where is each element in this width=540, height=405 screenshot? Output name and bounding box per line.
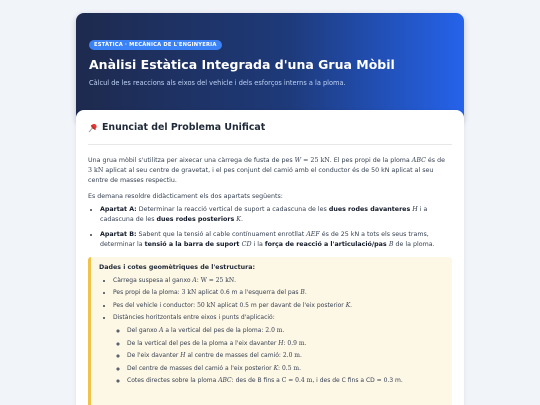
statement-text: és de	[425, 157, 445, 164]
item-text: :	[278, 364, 282, 372]
item-text: .	[299, 352, 302, 360]
page-subtitle: Càlcul de les reaccions als eixos del vehicle i dels esforços interns a la ploma.	[89, 79, 346, 87]
item-text: Pes del vehicle i conductor:	[113, 301, 198, 309]
math-K: K	[236, 216, 241, 224]
math-symbol: A	[192, 276, 197, 284]
category-badge: ESTÀTICA · MECÀNICA DE L'ENGINYERIA	[89, 40, 222, 50]
math-value: W = 25 kN	[200, 276, 235, 284]
page-title: Anàlisi Estàtica Integrada d'una Grua Mòbil	[89, 57, 395, 72]
item-text: Del centre de masses del camió a l'eix posterior	[127, 364, 274, 372]
item-text: .	[282, 327, 285, 334]
math-H: H	[412, 205, 418, 213]
item-text: .	[234, 276, 237, 284]
item-text: aplicat 0.6 m a l'esquerra del pas	[196, 289, 301, 297]
math-symbol: H	[278, 339, 284, 347]
math-symbol: H	[180, 352, 186, 360]
list-item	[113, 301, 444, 311]
instructions-text: Es demana resoldre didàcticament els dos apartats següents:	[88, 192, 283, 200]
math-symbol: B	[300, 289, 305, 297]
item-text: : des de B fins a	[231, 377, 282, 385]
sub-list	[113, 326, 444, 386]
math-B: B	[388, 241, 394, 249]
item-text: al centre de masses del camió:	[185, 352, 283, 360]
statement-text: Una grua mòbil s'utilitza per aixecar una càrrega de fusta de pes	[88, 157, 295, 164]
item-text: Distàncies horitzontals entre eixos i punts d'aplicació:	[113, 314, 275, 322]
item-text: :	[283, 339, 288, 347]
list-item	[100, 205, 452, 225]
item-text: .	[299, 364, 302, 372]
part-b-text: Sabent que la tensió al cable contínuament enrotllat	[136, 231, 307, 239]
list-item	[100, 230, 452, 250]
math-symbol: A	[159, 327, 164, 334]
math-W: W	[294, 157, 302, 164]
card-title-text: Enunciat del Problema Unificat	[102, 122, 266, 133]
part-a-label: Apartat A:	[100, 205, 137, 213]
math-value: 0.5 m	[281, 364, 300, 372]
math-value: 50 kN	[197, 301, 216, 309]
item-text: De la vertical del pes de la ploma a l'eix davanter	[127, 339, 279, 347]
item-text: aplicat 0.5 m per davant de l'eix posterior	[215, 301, 346, 309]
part-a-text: i a cadascuna de les	[100, 205, 428, 224]
math-value: 0.9 m	[287, 339, 305, 347]
list-item	[127, 376, 444, 386]
list-item	[127, 339, 444, 349]
hero-header	[76, 13, 464, 123]
card-title	[88, 121, 452, 145]
data-box-title: Dades i cotes geomètriques de l'estructura:	[99, 263, 256, 271]
part-b-text: i la	[251, 241, 265, 249]
parts-list	[88, 205, 452, 251]
statement-text: . El pes propi de la ploma	[329, 157, 412, 164]
math-symbol: ABC	[218, 377, 232, 385]
part-b-text: de la ploma.	[393, 241, 435, 249]
problem-card	[76, 110, 464, 405]
math-symbol: K	[273, 364, 279, 372]
part-b-emphasis: tensió a la barra de suport	[144, 241, 242, 249]
math-value: 2.0 m	[282, 352, 300, 360]
list-item	[113, 276, 444, 286]
math-value: 2.0 m	[265, 327, 283, 334]
math-CD: CD	[241, 241, 252, 249]
item-text: a la vertical del pes de la ploma:	[163, 327, 266, 334]
part-b-emphasis: força de reacció a l'articulació/pas	[264, 241, 389, 249]
pushpin-icon	[88, 123, 98, 133]
part-a-text: Determinar la reacció vertical de suport a cadascuna de les	[136, 205, 329, 213]
item-text: De l'eix davanter	[127, 352, 181, 360]
math-value: 3 kN	[181, 289, 197, 297]
geometry-data-box	[88, 257, 452, 405]
math-value: 3 kN	[88, 167, 104, 175]
data-list	[99, 276, 444, 386]
item-text: .	[304, 289, 307, 297]
item-text: Del ganxo	[127, 327, 160, 334]
statement-text: aplicat al seu centre de gravetat, i el pes conjunt del camió amb el conductor és de 50 kN aplicat al seu centre de masses respectiu.	[88, 167, 434, 185]
math-symbol: K	[345, 301, 351, 309]
list-item	[127, 364, 444, 374]
item-text: Pes propi de la ploma:	[113, 289, 182, 297]
problem-statement	[88, 156, 452, 187]
part-a-emphasis: dues rodes davanteres	[328, 205, 411, 213]
list-item	[113, 313, 444, 386]
item-text: Cotes directes sobre la ploma	[127, 377, 219, 385]
part-a-emphasis: dues rodes posteriors	[156, 216, 235, 224]
math-ABC: ABC	[411, 157, 426, 164]
item-text: , i des de C fins a CD = 0.3 m.	[312, 377, 403, 385]
part-b-label: Apartat B:	[100, 231, 137, 239]
item-text: :	[196, 276, 201, 284]
math-value: = 25 kN	[301, 157, 330, 164]
part-a-text: .	[240, 216, 243, 224]
item-text: .	[304, 339, 307, 347]
math-AEF: AEF	[306, 231, 320, 239]
list-item	[127, 326, 444, 336]
math-value: C = 0.4 m	[281, 377, 313, 385]
item-text: .	[350, 301, 353, 309]
item-text: Càrrega suspesa al ganxo	[113, 276, 193, 284]
list-item	[127, 351, 444, 361]
part-b-text: és de 25 kN a tots els seus trams, determinar la	[100, 231, 429, 249]
list-item	[113, 288, 444, 298]
